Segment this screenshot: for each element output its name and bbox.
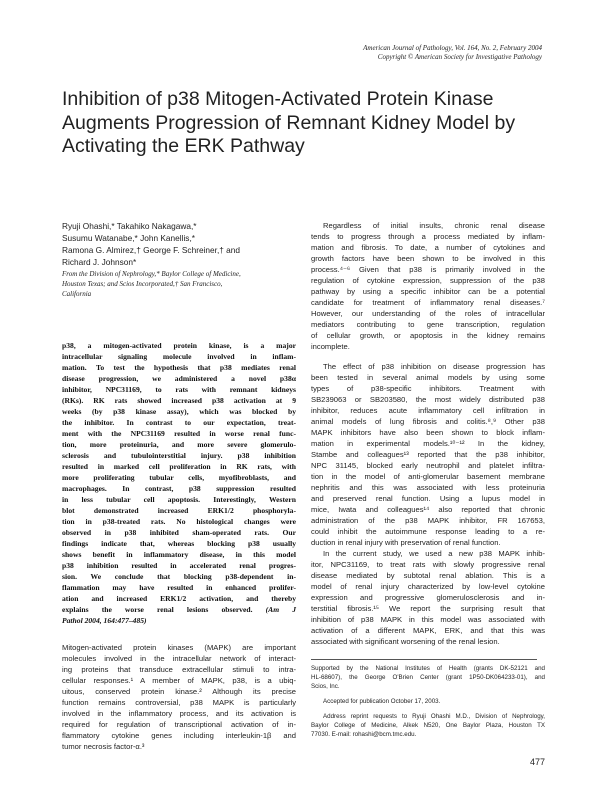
body-line: tumor necrosis factor-α.³ [62, 742, 145, 751]
body-line: function remains controversial, p38 MAPK is particularly [62, 698, 296, 707]
body-line: ing proteins that transduce extracellular stimuli to intra- [62, 665, 296, 674]
abstract-line: ation and increased ERK1/2 activation, and thereby [62, 594, 296, 603]
body-line: The effect of p38 inhibition on disease progression has [323, 362, 545, 371]
abstract-line: inhibitor, NPC31169, to rats with remnant kidneys [62, 385, 296, 394]
paragraph [311, 361, 545, 548]
body-line: types of p38-specific inhibitors. Treatment with [311, 384, 545, 393]
abstract-line: in less tubular cell apoptosis. Interestingly, Western [62, 495, 296, 504]
body-line: mice, Iwata and colleagues¹⁴ also reported that chronic [311, 505, 545, 514]
footnote-line: HL-68607), the George O'Brien Center (grant 1P50-DK064233-01), and [311, 674, 545, 681]
title-line: Activating the ERK Pathway [62, 135, 305, 157]
body-line: activation of a different MAPK, ERK, and that this was [311, 626, 545, 635]
body-line: animal models of lung fibrosis and colitis.⁸,⁹ Other p38 [311, 417, 545, 426]
abstract-line: tion in p38-treated rats. No histological changes were [62, 517, 296, 526]
abstract-last-text: explains the worse renal lesions observed. [62, 605, 253, 614]
abstract-line: flammation may have resulted in enhanced prolifer- [62, 583, 296, 592]
author-line: Richard J. Johnson* [62, 257, 137, 267]
body-line: However, our understanding of the roles of intracellular [311, 309, 545, 318]
body-line: MAPK inhibitors have also been shown to block inflam- [311, 428, 545, 437]
abstract-line: findings indicate that, whereas blocking p38 usually [62, 539, 296, 548]
affiliation-line: California [62, 290, 92, 298]
body-line: process.⁴⁻⁶ Given that p38 is primarily involved in the [311, 265, 545, 274]
body-line: nephritis and this was associated with less proteinuria [311, 483, 545, 492]
abstract-line: mation. To test the hypothesis that p38 mediates renal [62, 363, 296, 372]
author-line: Susumu Watanabe,* John Kanellis,* [62, 233, 195, 243]
abstract-line: shows benefit in inflammatory disease, in this model [62, 550, 296, 559]
footnote-line: Supported by the National Institutes of Health (grants DK-52121 and [311, 665, 545, 672]
body-line: associated with significant worsening of the renal lesion. [311, 637, 500, 646]
abstract-line: p38, a mitogen-activated protein kinase, is a major [62, 341, 296, 350]
paragraph [311, 548, 545, 647]
copyright-line: Copyright © American Society for Investigative Pathology [377, 53, 542, 61]
body-line: pathway by using a specific inhibitor can be a potential [311, 287, 545, 296]
body-line: flammatory cytokine genes including interleukin-1β and [62, 731, 296, 740]
paragraph [311, 220, 545, 352]
body-line: growth factors have been shown to be involved in this [311, 254, 545, 263]
body-line: mation and fibrosis. To date, a number of cytokines and [311, 243, 545, 252]
abstract-line: tion, more proteinuria, and more severe glomerulo- [62, 440, 296, 449]
body-line: administration of the p38 MAPK inhibitor, FR 167653, [311, 516, 545, 525]
journal-citation: American Journal of Pathology, Vol. 164, No. 2, February 2004 [363, 44, 542, 52]
abstract-line: ment with the NPC31169 resulted in worse renal func- [62, 429, 296, 438]
body-line: expression and progressive glomerulosclerosis and in- [311, 593, 545, 602]
abstract-line: macrophages. In contrast, p38 suppression resulted [62, 484, 296, 493]
body-line: Stambe and colleagues¹³ reported that the p38 inhibitor, [311, 450, 545, 459]
body-line: and preserved renal function. Using a lupus model in [311, 494, 545, 503]
abstract-line [62, 604, 296, 615]
footnote-line: 77030. E-mail: rohashi@bcm.tmc.edu. [311, 731, 417, 738]
affiliation-line: From the Division of Nephrology,* Baylor College of Medicine, [62, 270, 241, 278]
abstract-line: sion. We conclude that blocking p38-dependent in- [62, 572, 296, 581]
abstract-line: intracellular signaling molecule involved in inflam- [62, 352, 296, 361]
body-line: Mitogen-activated protein kinases (MAPK) are important [62, 643, 296, 652]
article-title [62, 88, 542, 159]
abstract-line: p38 inhibition resulted in accelerated renal progres- [62, 561, 296, 570]
body-line: mediators contributing to gene transcription, regulation [311, 320, 545, 329]
abstract-line: more proliferating tubular cells, myofibroblasts, and [62, 473, 296, 482]
body-line: involved in the inflammatory process, and its activation is [62, 709, 296, 718]
abstract-line: blot demonstrated increased ERK1/2 phosphoryla- [62, 506, 296, 515]
footnote-line: Address reprint requests to Ryuji Ohashi M.D., Division of Nephrology, [323, 713, 545, 720]
body-line: could inhibit the autoimmune response leading to a re- [311, 527, 545, 536]
body-line: of cellular growth, or apoptosis in the kidney remains [311, 331, 545, 340]
body-line: duction in renal injury with preservation of renal function. [311, 538, 501, 547]
footnote-accepted: Accepted for publication October 17, 2003. [323, 698, 441, 705]
body-line: model of renal injury characterized by low-level cytokine [311, 582, 545, 591]
abstract-line: sclerosis and tubulointerstitial injury. p38 inhibition [62, 451, 296, 460]
footnote-divider [311, 659, 537, 660]
abstract-citation-end: Pathol 2004, 164:477–485) [62, 616, 147, 625]
left-column [62, 220, 296, 752]
abstract-citation: (Am J [265, 605, 296, 614]
body-line: mation in experimental models.¹⁰⁻¹² In the kidney, [311, 439, 545, 448]
title-line: Augments Progression of Remnant Kidney Model by [62, 111, 516, 134]
body-line: Regardless of initial insults, chronic renal disease [323, 221, 545, 230]
body-line: itor, NPC31169, to treat rats with slowly progressive renal [311, 560, 545, 569]
body-line: required for regulation of transcriptional activation of in- [62, 720, 296, 729]
abstract-line: resulted in marked cell proliferation in RK rats, with [62, 462, 296, 471]
abstract-line: weeks (by p38 kinase assay), which was blocked by [62, 407, 296, 416]
body-line: disease mediated by subtotal renal ablation. This is a [311, 571, 545, 580]
author-line: Ramona G. Almirez,† George F. Schreiner,† and [62, 245, 241, 255]
body-line: inhibition of p38 MAPK in this model was associated with [311, 615, 545, 624]
body-line: molecules involved in the intracellular network of interact- [62, 654, 296, 663]
title-line: Inhibition of p38 Mitogen-Activated Protein Kinase [62, 88, 494, 110]
footnotes [311, 664, 545, 739]
body-line: tion in the model of anti-glomerular basement membrane [311, 472, 545, 481]
abstract [62, 340, 296, 626]
author-list [62, 220, 296, 268]
body-line: been tested in several animal models by using some [311, 373, 545, 382]
body-line: candidate for treatment of inflammatory renal diseases.⁷ [311, 298, 545, 307]
body-line: In the current study, we used a new p38 MAPK inhib- [323, 549, 545, 558]
abstract-line: (RKs). RK rats showed increased p38 activation at 9 [62, 396, 296, 405]
journal-header [222, 44, 542, 62]
body-line: incomplete. [311, 342, 350, 351]
footnote-line: Scios, Inc. [311, 683, 340, 690]
body-line: NPC 31145, blocked early neutrophil and platelet infiltra- [311, 461, 545, 470]
body-line: cellular responses.¹ A member of MAPK, p38, is a ubiq- [62, 676, 296, 685]
right-column [311, 220, 545, 739]
page-number: 477 [529, 757, 545, 767]
footnote-line: Baylor College of Medicine, Alkek N520, One Baylor Plaza, Houston TX [311, 722, 545, 729]
abstract-line: the inhibitor. In contrast to our expectation, treat- [62, 418, 296, 427]
body-line: tends to progress through a process mediated by inflam- [311, 232, 545, 241]
body-line: inhibitor, reduces acute inflammatory cell infiltration in [311, 406, 545, 415]
body-line: regulation of cytokine expression, suppression of the p38 [311, 276, 545, 285]
body-line: terstitial fibrosis.¹⁵ We report the surprising result that [311, 604, 545, 613]
body-line: SB239063 or SB203580, the most widely distributed p38 [311, 395, 545, 404]
body-line: uitous, conserved protein kinase.² Although its precise [62, 687, 296, 696]
affiliation-line: Houston Texas; and Scios Incorporated,† San Francisco, [62, 280, 223, 288]
abstract-line: observed in p38 inhibited sham-operated rats. Our [62, 528, 296, 537]
intro-paragraph [62, 642, 296, 752]
abstract-line: disease progression, we administered a novel p38α [62, 374, 296, 383]
author-line: Ryuji Ohashi,* Takahiko Nakagawa,* [62, 221, 197, 231]
affiliation [62, 269, 296, 299]
